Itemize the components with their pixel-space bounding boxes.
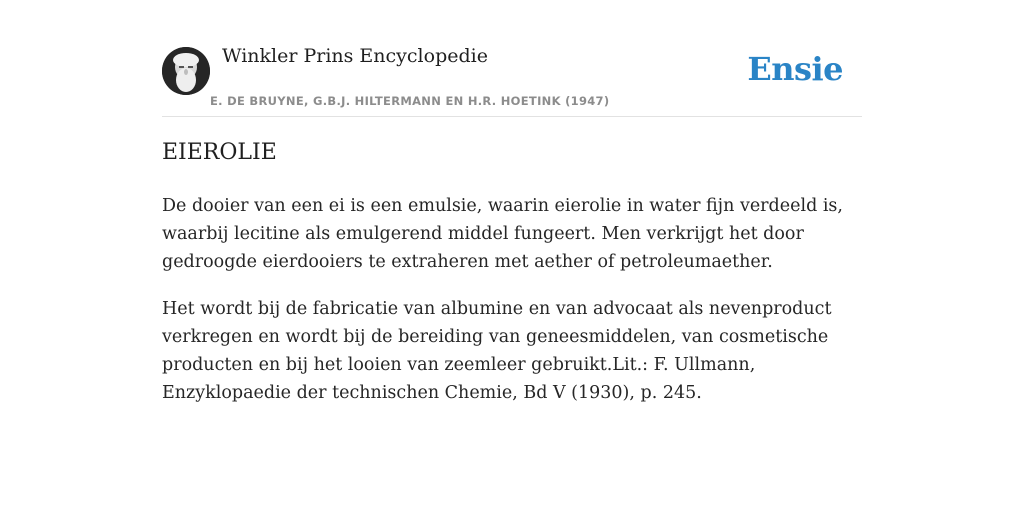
portrait-image xyxy=(162,47,210,95)
ensie-logo[interactable]: Ensie xyxy=(747,50,843,88)
page xyxy=(162,0,862,403)
author-avatar[interactable] xyxy=(162,47,210,95)
entry-title: EIEROLIE xyxy=(162,140,277,165)
entry-paragraph: Het wordt bij de fabricatie van albumine en van advocaat als nevenproduct verkregen en wordt bij de bereiding van geneesmiddelen, van cosmetische producten en bij het looien van zeemleer gebruikt.Lit.: F. Ullmann, Enzyklopaedie der technischen Chemie, Bd V (1930), p. 245. xyxy=(162,299,832,403)
entry-paragraph: De dooier van een ei is een emulsie, waarin eierolie in water fijn verdeeld is, waarbij lecitine als emulgerend middel fungeert. Men verkrijgt het door gedroogde eierdooiers te extraheren met aether of petroleumaether. xyxy=(162,196,843,272)
source-title[interactable]: Winkler Prins Encyclopedie xyxy=(222,45,488,67)
source-header xyxy=(162,0,862,117)
source-authors: E. DE BRUYNE, G.B.J. HILTERMANN EN H.R. HOETINK (1947) xyxy=(210,94,610,108)
entry-body xyxy=(162,192,862,426)
